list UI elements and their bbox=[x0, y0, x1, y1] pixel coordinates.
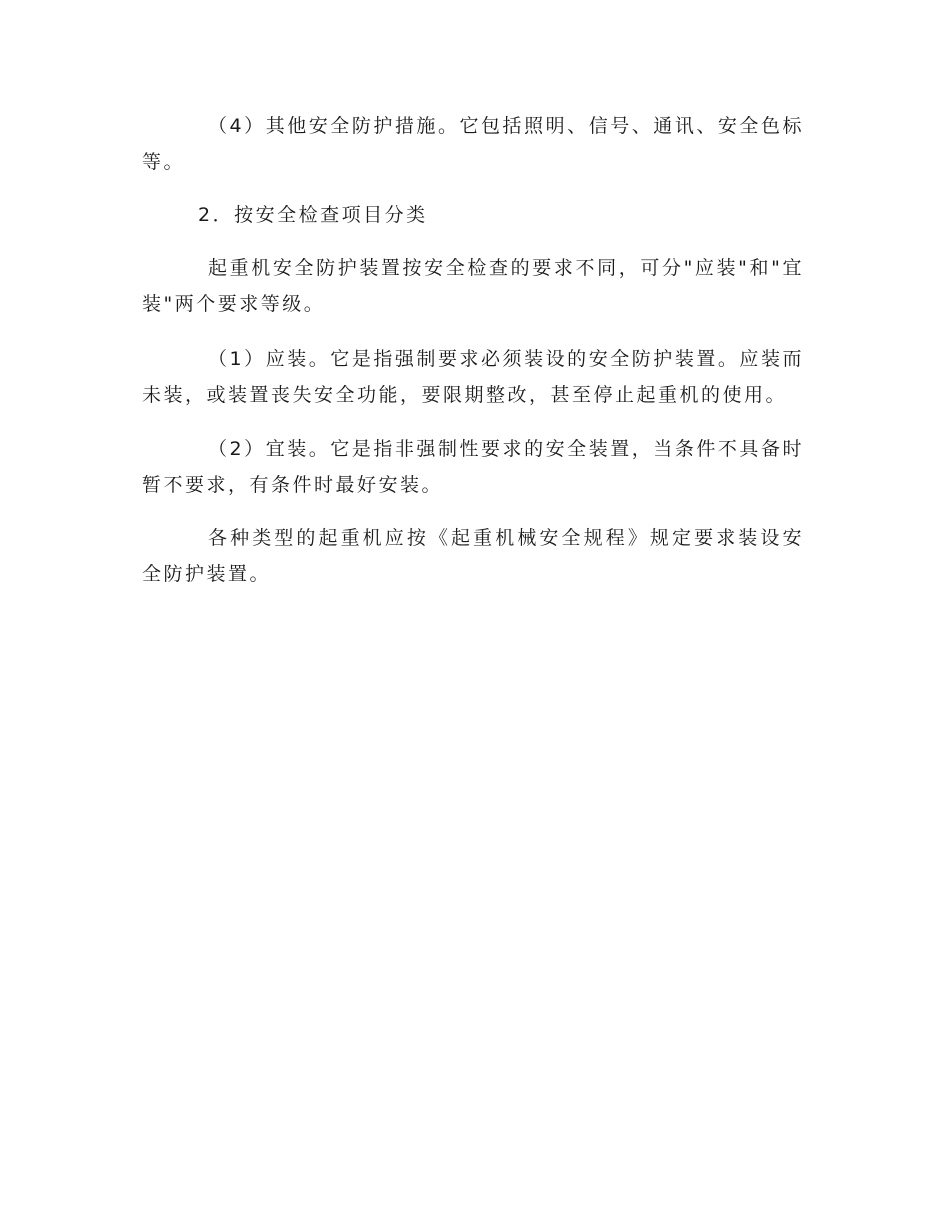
paragraph-crane-safety-regulations: 各种类型的起重机应按《起重机械安全规程》规定要求装设安全防护装置。 bbox=[142, 527, 804, 585]
section-heading-safety-inspection-classification: 2．按安全检查项目分类 bbox=[198, 204, 428, 226]
paragraph-mandatory-installation: （1）应装。它是指强制要求必须装设的安全防护装置。应装而未装，或装置丧失安全功能，要限期整改，甚至停止起重机的使用。 bbox=[142, 348, 804, 406]
paragraph-recommended-installation: （2）宜装。它是指非强制性要求的安全装置，当条件不具备时暂不要求，有条件时最好安装。 bbox=[142, 438, 804, 496]
paragraph-requirement-levels: 起重机安全防护装置按安全检查的要求不同，可分"应装"和"宜装"两个要求等级。 bbox=[142, 257, 804, 315]
paragraph-other-protection-measures: （4）其他安全防护措施。它包括照明、信号、通讯、安全色标等。 bbox=[142, 115, 804, 173]
